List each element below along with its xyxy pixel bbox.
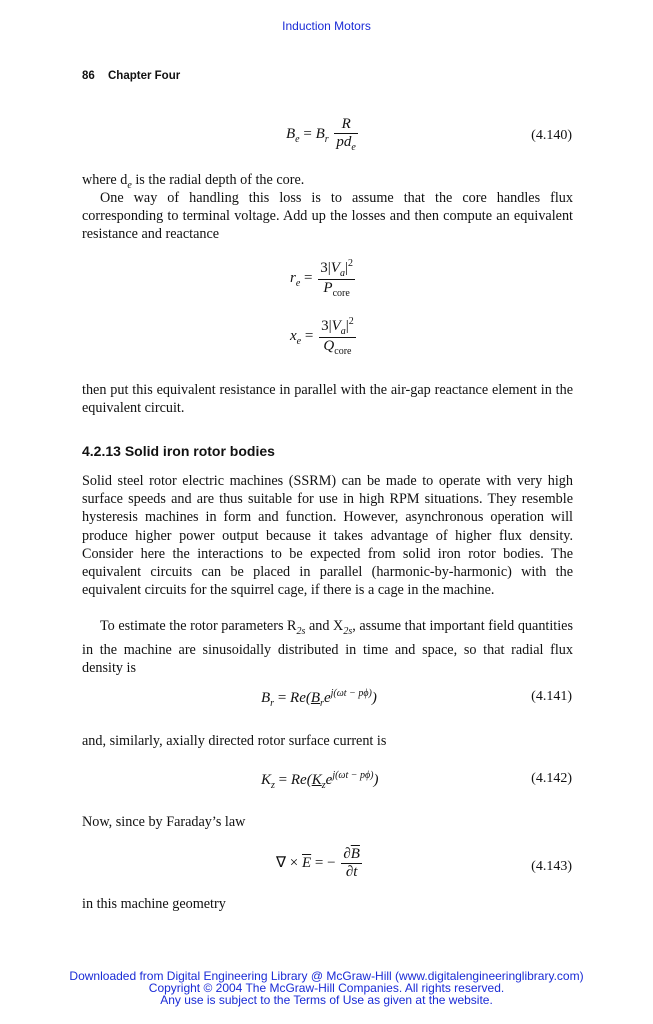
equation-number-4-141: (4.141) — [531, 689, 572, 704]
footer-download-link[interactable]: Downloaded from Digital Engineering Library @ McGraw-Hill (www.digitalengineeringlibrary.com) — [69, 969, 584, 983]
paragraph-solid-steel-rotor: Solid steel rotor electric machines (SSRM) can be made to operate with very high surface speeds and are thus suitable for use in high RPM situations. They resemble hysteresis machines in form and function. However, asynchronous operation will produce higher power output because it takes advantage of higher flux density. Consider here the interactions to be expected from solid iron rotor bodies. The equivalent circuits can be placed in parallel (harmonic-by-harmonic) with the equivalent circuits for the squirrel cage, if there is a cage in the machine. — [82, 473, 573, 599]
equation-core-resistance: $r_e$ = $\frac{3|V_a|^2}{P_{core}}$ — [290, 258, 353, 299]
section-title: 4.2.13 Solid iron rotor bodies — [82, 443, 275, 459]
paragraph-rotor-parameters: To estimate the rotor parameters $R_{2s}$ and $X_{2s}$, assume that important field quantities in the machine are sinusoidally distributed in time and space, so that radial flux density is — [82, 618, 573, 677]
equation-core-reactance: $x_e$ = $\frac{3|V_a|^2}{Q_{core}}$ — [290, 316, 354, 357]
paragraph-core-depth: where $d_e$ is the radial depth of the core. — [82, 172, 305, 191]
paragraph-machine-geometry: in this machine geometry — [82, 896, 226, 912]
equation-4-143: ∇ × $\overline{E}$ = − $\frac{\partial\overline{B}}{\partial t}$ — [276, 846, 360, 880]
equation-number-4-140: (4.140) — [531, 128, 572, 143]
equation-number-4-142: (4.142) — [531, 771, 572, 786]
equation-4-142: $K_z = Re(K_ze^{j(\omega t - p\phi)})$ — [261, 770, 379, 791]
equation-number-4-143: (4.143) — [531, 859, 572, 874]
equation-4-141: $B_r = Re(B_re^{j(\omega t - p\phi)})$ — [261, 688, 377, 709]
page-number: 86 — [82, 70, 95, 82]
paragraph-faradays-law: Now, since by Faraday’s law — [82, 814, 246, 830]
footer-terms[interactable]: Any use is subject to the Terms of Use as given at the website. — [160, 993, 493, 1007]
running-head — [82, 70, 180, 82]
equation-4-140: $B_e = B_r$ $\frac{R}{pd_e}$ — [286, 116, 356, 153]
paragraph-core-losses: One way of handling this loss is to assume that the core handles flux corresponding to terminal voltage. Add up the losses and then compute an equivalent resistance and reactance — [82, 190, 573, 243]
paragraph-surface-current: and, similarly, axially directed rotor surface current is — [82, 733, 387, 749]
chapter-title: Chapter Four — [108, 70, 181, 82]
header-link[interactable]: Induction Motors — [282, 19, 371, 33]
paragraph-equivalent-resistance: then put this equivalent resistance in parallel with the air-gap reactance element in the equivalent circuit. — [82, 382, 573, 417]
footer-copyright[interactable]: Copyright © 2004 The McGraw-Hill Companies. All rights reserved. — [148, 981, 505, 995]
